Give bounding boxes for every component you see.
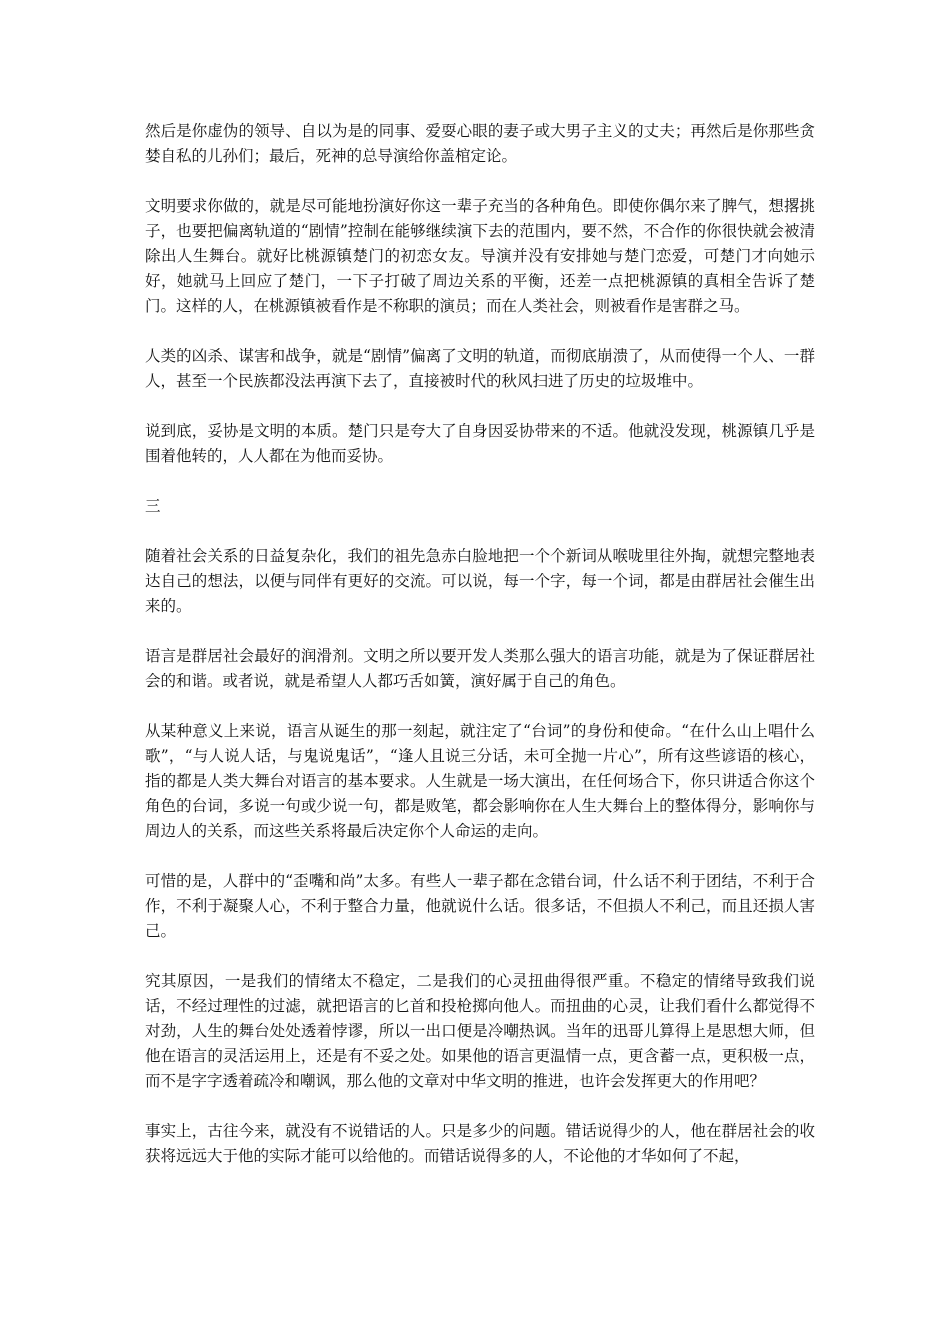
paragraph-6: 语言是群居社会最好的润滑剂。文明之所以要开发人类那么强大的语言功能，就是为了保证群居社会的和谐。或者说，就是希望人人都巧舌如簧，演好属于自己的角色。 <box>145 647 815 690</box>
paragraph-8: 可惜的是，人群中的“歪嘴和尚”太多。有些人一辈子都在念错台词，什么话不利于团结，不利于合作，不利于凝聚人心，不利于整合力量，他就说什么话。很多话，不但损人不利己，而且还损人害己。 <box>145 872 815 940</box>
paragraph-5: 随着社会关系的日益复杂化，我们的祖先急赤白脸地把一个个新词从喉咙里往外掏，就想完整地表达自己的想法，以便与同伴有更好的交流。可以说，每一个字，每一个词，都是由群居社会催生出来的。 <box>145 547 815 615</box>
paragraph-1: 然后是你虚伪的领导、自以为是的同事、爱耍心眼的妻子或大男子主义的丈夫；再然后是你那些贪婪自私的儿孙们；最后，死神的总导演给你盖棺定论。 <box>145 122 815 165</box>
section-number: 三 <box>145 497 161 515</box>
document-page <box>145 119 815 1194</box>
paragraph-10: 事实上，古往今来，就没有不说错话的人。只是多少的问题。错话说得少的人，他在群居社会的收获将远远大于他的实际才能可以给他的。而错话说得多的人，不论他的才华如何了不起， <box>145 1122 815 1165</box>
paragraph-7: 从某种意义上来说，语言从诞生的那一刻起，就注定了“台词”的身份和使命。“在什么山上唱什么歌”，“与人说人话，与鬼说鬼话”，“逢人且说三分话，未可全抛一片心”，所有这些谚语的核心，指的都是人类大舞台对语言的基本要求。人生就是一场大演出，在任何场合下，你只讲适合你这个角色的台词，多说一句或少说一句，都是败笔，都会影响你在人生大舞台上的整体得分，影响你与周边人的关系，而这些关系将最后决定你个人命运的走向。 <box>145 722 815 840</box>
paragraph-2: 文明要求你做的，就是尽可能地扮演好你这一辈子充当的各种角色。即使你偶尔来了脾气，想撂挑子，也要把偏离轨道的“剧情”控制在能够继续演下去的范围内，要不然，不合作的你很快就会被清除出人生舞台。就好比桃源镇楚门的初恋女友。导演并没有安排她与楚门恋爱，可楚门才向她示好，她就马上回应了楚门，一下子打破了周边关系的平衡，还差一点把桃源镇的真相全告诉了楚门。这样的人，在桃源镇被看作是不称职的演员；而在人类社会，则被看作是害群之马。 <box>145 197 815 315</box>
paragraph-3: 人类的凶杀、谋害和战争，就是“剧情”偏离了文明的轨道，而彻底崩溃了，从而使得一个人、一群人，甚至一个民族都没法再演下去了，直接被时代的秋风扫进了历史的垃圾堆中。 <box>145 347 815 390</box>
paragraph-4: 说到底，妥协是文明的本质。楚门只是夸大了自身因妥协带来的不适。他就没发现，桃源镇几乎是围着他转的，人人都在为他而妥协。 <box>145 422 815 465</box>
paragraph-9: 究其原因，一是我们的情绪太不稳定，二是我们的心灵扭曲得很严重。不稳定的情绪导致我们说话，不经过理性的过滤，就把语言的匕首和投枪掷向他人。而扭曲的心灵，让我们看什么都觉得不对劲，人生的舞台处处透着悖谬，所以一出口便是冷嘲热讽。当年的迅哥儿算得上是思想大师，但他在语言的灵活运用上，还是有不妥之处。如果他的语言更温情一点，更含蓄一点，更积极一点，而不是字字透着疏冷和嘲讽，那么他的文章对中华文明的推进，也许会发挥更大的作用吧？ <box>145 972 815 1090</box>
